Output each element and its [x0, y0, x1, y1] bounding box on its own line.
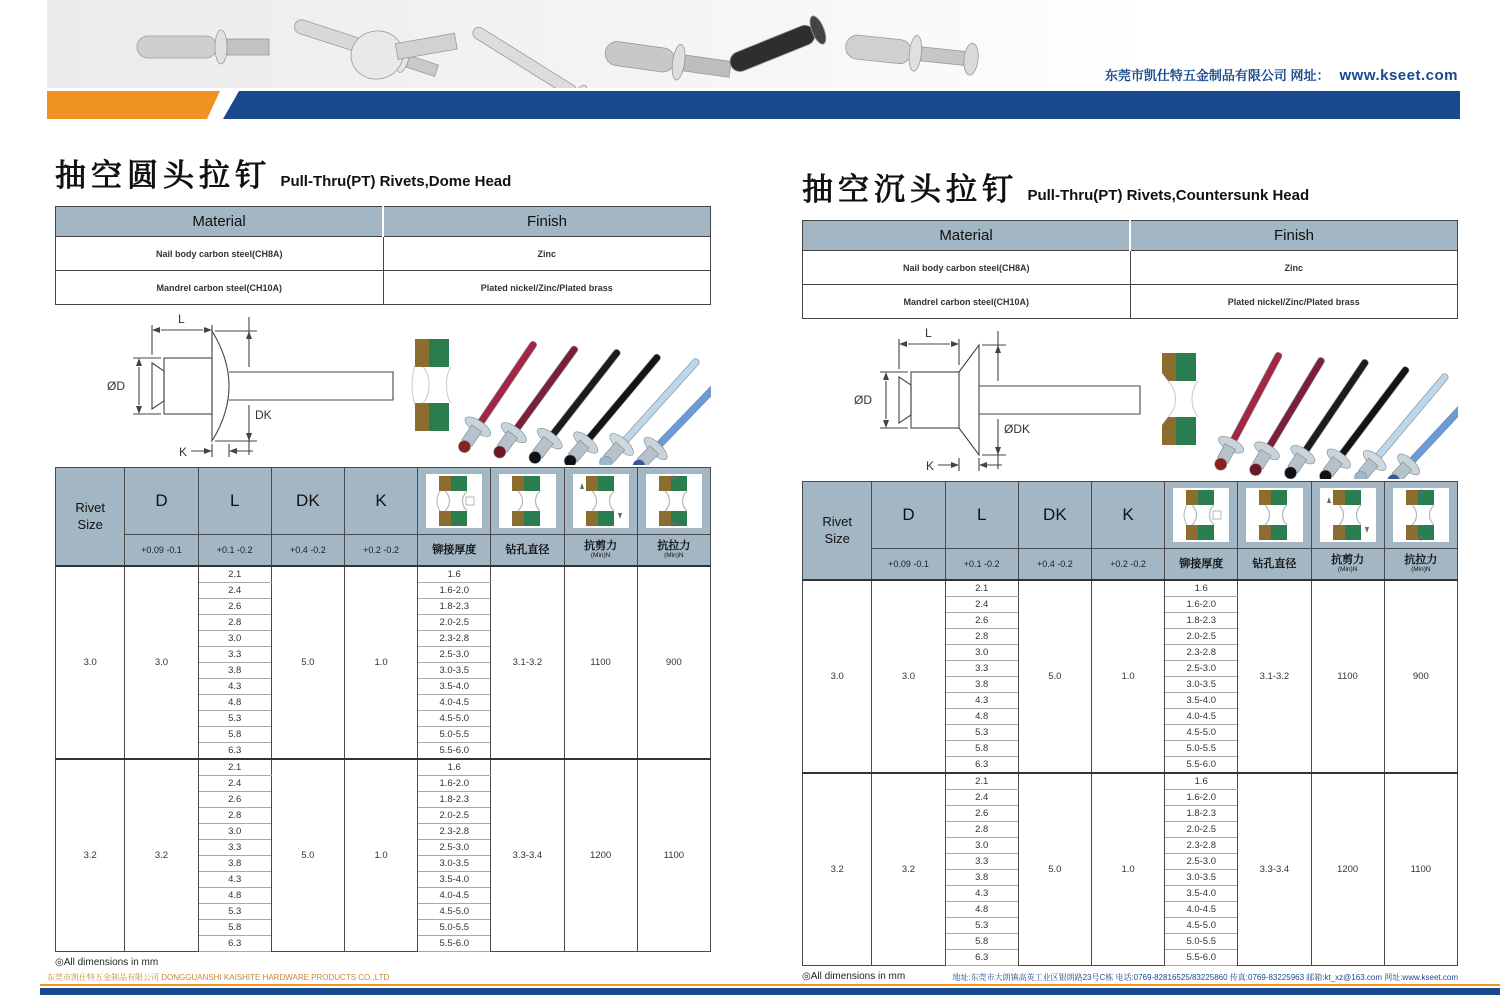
material-table: [802, 220, 1458, 319]
dimensions-note: ◎All dimensions in mm: [802, 971, 906, 982]
grip-range-cell: 2.5-3.0: [418, 840, 491, 856]
grip-range-cell: 2.3-2.8: [418, 824, 491, 840]
k-cell: 1.0: [344, 759, 417, 952]
icon-header: [491, 468, 564, 535]
material-cell: Nail body carbon steel(CH8A): [56, 237, 384, 271]
table-row: [803, 773, 1458, 790]
l-value-cell: 4.3: [198, 872, 271, 888]
l-value-cell: 4.3: [945, 693, 1018, 709]
l-value-cell: 6.3: [945, 950, 1018, 966]
tensile-strength-cell: 900: [1384, 580, 1457, 773]
l-value-cell: 2.1: [945, 773, 1018, 790]
grip-range-cell: 4.0-4.5: [1165, 709, 1238, 725]
material-table: [55, 206, 711, 305]
section-title-zh: 抽空圆头拉钉: [55, 158, 271, 193]
grip-range-cell: 1.6: [418, 759, 491, 776]
drill-diameter-cell: 3.1-3.2: [1238, 580, 1311, 773]
grip-range-cell: 5.5-6.0: [1165, 757, 1238, 774]
grip-range-cell: 5.0-5.5: [1165, 741, 1238, 757]
l-value-cell: 3.3: [945, 854, 1018, 870]
grip-range-cell: 5.5-6.0: [418, 743, 491, 760]
l-value-cell: 2.1: [198, 759, 271, 776]
d-cell: 3.0: [872, 580, 945, 773]
finish-cell: Plated nickel/Zinc/Plated brass: [1130, 285, 1458, 319]
grip-range-cell: 2.0-2.5: [418, 615, 491, 631]
rivet-size-header: Rivet Size: [56, 468, 125, 567]
section-dome-head: [55, 150, 711, 968]
col-header-zh: 抗拉力 (Min)N: [1384, 549, 1457, 581]
dk-cell: 5.0: [1018, 580, 1091, 773]
l-value-cell: 2.6: [945, 613, 1018, 629]
section-title-zh: 抽空沉头拉钉: [802, 172, 1018, 207]
col-header-d: D: [872, 482, 945, 549]
dim-label-k: K: [179, 445, 188, 459]
spec-table-container: [802, 481, 1458, 966]
l-value-cell: 2.6: [198, 792, 271, 808]
orange-stripe: [47, 91, 220, 119]
icon-header: [1165, 482, 1238, 549]
tolerance-l: +0.1 -0.2: [198, 535, 271, 567]
grip-range-cell: 1.6-2.0: [1165, 790, 1238, 806]
l-value-cell: 4.8: [198, 888, 271, 904]
k-cell: 1.0: [1091, 773, 1164, 966]
blue-stripe: [223, 91, 1460, 119]
l-value-cell: 2.8: [198, 808, 271, 824]
finish-cell: Zinc: [1130, 251, 1458, 285]
tolerance-dk: +0.4 -0.2: [1018, 549, 1091, 581]
grip-range-cell: 1.6: [418, 566, 491, 583]
l-value-cell: 6.3: [198, 936, 271, 952]
k-cell: 1.0: [344, 566, 417, 759]
l-value-cell: 3.0: [945, 838, 1018, 854]
grip-range-cell: 2.3-2.8: [418, 631, 491, 647]
icon-header: [564, 468, 637, 535]
grip-range-cell: 3.0-3.5: [1165, 870, 1238, 886]
grip-range-cell: 3.5-4.0: [1165, 886, 1238, 902]
l-value-cell: 2.4: [198, 583, 271, 599]
col-header-dk: DK: [271, 468, 344, 535]
dim-label-l: L: [925, 326, 932, 340]
company-name: 东莞市凯仕特五金制品有限公司 网址：: [1104, 68, 1330, 83]
l-value-cell: 2.6: [945, 806, 1018, 822]
tolerance-k: +0.2 -0.2: [1091, 549, 1164, 581]
grip-range-cell: 4.5-5.0: [418, 904, 491, 920]
grip-range-cell: 4.0-4.5: [418, 695, 491, 711]
shear-strength-icon: [573, 474, 629, 528]
grip-thickness-icon: [426, 474, 482, 528]
l-value-cell: 2.4: [198, 776, 271, 792]
l-value-cell: 4.3: [945, 886, 1018, 902]
grip-range-cell: 2.5-3.0: [1165, 854, 1238, 870]
drill-diameter-cell: 3.3-3.4: [1238, 773, 1311, 966]
dk-cell: 5.0: [271, 759, 344, 952]
drill-diameter-icon: [499, 474, 555, 528]
grip-range-cell: 2.5-3.0: [1165, 661, 1238, 677]
dimensions-note: ◎All dimensions in mm: [55, 957, 159, 968]
table-row: [803, 580, 1458, 597]
dim-label-dk: ØDK: [1004, 422, 1031, 436]
grip-range-cell: 3.5-4.0: [1165, 693, 1238, 709]
grip-range-cell: 4.5-5.0: [1165, 918, 1238, 934]
footer-company: 东莞市凯仕特五金制品有限公司 DONGGUANSHI KAISHITE HARDWARE PRODUCTS CO.,LTD: [47, 973, 390, 982]
l-value-cell: 4.8: [198, 695, 271, 711]
finish-cell: Plated nickel/Zinc/Plated brass: [383, 271, 711, 305]
l-value-cell: 5.3: [198, 711, 271, 727]
tolerance-k: +0.2 -0.2: [344, 535, 417, 567]
l-value-cell: 5.3: [198, 904, 271, 920]
icon-header: [1311, 482, 1384, 549]
table-row: [56, 759, 711, 776]
grip-range-cell: 1.8-2.3: [418, 792, 491, 808]
col-header-l: L: [198, 468, 271, 535]
dim-label-dk: DK: [255, 408, 272, 422]
grip-range-cell: 3.5-4.0: [418, 872, 491, 888]
grip-range-cell: 5.0-5.5: [1165, 934, 1238, 950]
drill-diameter-cell: 3.3-3.4: [491, 759, 564, 952]
grip-range-cell: 5.5-6.0: [1165, 950, 1238, 966]
dk-cell: 5.0: [1018, 773, 1091, 966]
grip-range-cell: 1.8-2.3: [1165, 806, 1238, 822]
rivet-size-header: Rivet Size: [803, 482, 872, 581]
l-value-cell: 2.4: [945, 597, 1018, 613]
grip-thickness-icon: [1173, 488, 1229, 542]
shear-strength-cell: 1200: [564, 759, 637, 952]
material-cell: Mandrel carbon steel(CH10A): [56, 271, 384, 305]
rivet-size-cell: 3.2: [56, 759, 125, 952]
shear-strength-cell: 1100: [564, 566, 637, 759]
shear-strength-icon: [1320, 488, 1376, 542]
grip-range-cell: 2.0-2.5: [1165, 822, 1238, 838]
spec-table: [55, 467, 711, 952]
grip-range-cell: 2.0-2.5: [1165, 629, 1238, 645]
l-value-cell: 3.8: [945, 870, 1018, 886]
shear-strength-cell: 1100: [1311, 580, 1384, 773]
tensile-strength-cell: 1100: [1384, 773, 1457, 966]
l-value-cell: 6.3: [198, 743, 271, 760]
dim-label-k: K: [926, 459, 935, 473]
icon-header: [1238, 482, 1311, 549]
l-value-cell: 2.4: [945, 790, 1018, 806]
grip-range-cell: 4.0-4.5: [418, 888, 491, 904]
l-value-cell: 5.8: [945, 741, 1018, 757]
tensile-strength-icon: [646, 474, 702, 528]
grip-range-cell: 3.0-3.5: [1165, 677, 1238, 693]
l-value-cell: 6.3: [945, 757, 1018, 774]
k-cell: 1.0: [1091, 580, 1164, 773]
col-header-zh: 钻孔直径: [491, 535, 564, 567]
grip-range-cell: 2.3-2.8: [1165, 838, 1238, 854]
countersunk-rivet-drawing: [842, 325, 1162, 477]
col-header-zh: 钻孔直径: [1238, 549, 1311, 581]
col-header-k: K: [1091, 482, 1164, 549]
l-value-cell: 5.8: [945, 934, 1018, 950]
l-value-cell: 2.8: [945, 629, 1018, 645]
drill-diameter-icon: [1246, 488, 1302, 542]
l-value-cell: 5.3: [945, 725, 1018, 741]
grip-range-cell: 5.5-6.0: [418, 936, 491, 952]
grip-range-cell: 5.0-5.5: [418, 727, 491, 743]
spec-table-container: [55, 467, 711, 952]
section-countersunk-head: [802, 164, 1458, 982]
rivet-size-cell: 3.0: [803, 580, 872, 773]
tensile-strength-cell: 900: [637, 566, 710, 759]
drill-diameter-cell: 3.1-3.2: [491, 566, 564, 759]
grip-range-cell: 1.8-2.3: [1165, 613, 1238, 629]
grip-range-cell: 1.6-2.0: [418, 583, 491, 599]
l-value-cell: 2.1: [945, 580, 1018, 597]
tensile-strength-icon: [1393, 488, 1449, 542]
tensile-strength-cell: 1100: [637, 759, 710, 952]
grip-range-cell: 4.5-5.0: [1165, 725, 1238, 741]
company-website: www.kseet.com: [1339, 67, 1458, 84]
col-header-zh: 铆接厚度: [418, 535, 491, 567]
col-header-zh: 抗剪力 (Min)N: [1311, 549, 1384, 581]
l-value-cell: 2.1: [198, 566, 271, 583]
tolerance-dk: +0.4 -0.2: [271, 535, 344, 567]
section-title: [802, 164, 1458, 210]
dim-label-d: ØD: [854, 393, 872, 407]
grip-range-cell: 3.0-3.5: [418, 663, 491, 679]
grip-range-cell: 1.6-2.0: [418, 776, 491, 792]
material-header: Material: [56, 207, 384, 237]
l-value-cell: 5.8: [198, 920, 271, 936]
l-value-cell: 2.8: [945, 822, 1018, 838]
grip-range-cell: 3.5-4.0: [418, 679, 491, 695]
dome-rivet-drawing: [95, 311, 415, 463]
grip-range-cell: 3.0-3.5: [418, 856, 491, 872]
tolerance-d: +0.09 -0.1: [125, 535, 198, 567]
section-title: [55, 150, 711, 196]
grip-range-cell: 5.0-5.5: [418, 920, 491, 936]
d-cell: 3.2: [125, 759, 198, 952]
rivet-size-cell: 3.2: [803, 773, 872, 966]
finish-header: Finish: [383, 207, 711, 237]
l-value-cell: 3.8: [198, 663, 271, 679]
l-value-cell: 4.8: [945, 709, 1018, 725]
company-header: [1105, 65, 1458, 84]
l-value-cell: 5.3: [945, 918, 1018, 934]
l-value-cell: 3.0: [198, 631, 271, 647]
footer-blue-bar: [40, 988, 1500, 995]
section-title-en: Pull-Thru(PT) Rivets,Countersunk Head: [1027, 187, 1310, 204]
icon-header: [1384, 482, 1457, 549]
section-title-en: Pull-Thru(PT) Rivets,Dome Head: [280, 173, 512, 190]
l-value-cell: 3.3: [945, 661, 1018, 677]
l-value-cell: 3.0: [945, 645, 1018, 661]
col-header-zh: 铆接厚度: [1165, 549, 1238, 581]
l-value-cell: 3.0: [198, 824, 271, 840]
l-value-cell: 5.8: [198, 727, 271, 743]
diagram-row: [55, 309, 711, 467]
dim-label-d: ØD: [107, 379, 125, 393]
table-row: [56, 566, 711, 583]
col-header-zh: 抗剪力 (Min)N: [564, 535, 637, 567]
tolerance-d: +0.09 -0.1: [872, 549, 945, 581]
l-value-cell: 3.3: [198, 647, 271, 663]
icon-header: [637, 468, 710, 535]
l-value-cell: 2.6: [198, 599, 271, 615]
footer-orange-rule: [40, 984, 1500, 986]
icon-header: [418, 468, 491, 535]
rivets-photo: [441, 309, 711, 465]
col-header-zh: 抗拉力 (Min)N: [637, 535, 710, 567]
grip-range-cell: 4.5-5.0: [418, 711, 491, 727]
material-header: Material: [803, 221, 1131, 251]
dim-label-l: L: [178, 312, 185, 326]
material-cell: Mandrel carbon steel(CH10A): [803, 285, 1131, 319]
d-cell: 3.0: [125, 566, 198, 759]
grip-range-cell: 1.6: [1165, 580, 1238, 597]
rivets-photo: [1188, 323, 1458, 479]
rivets-photo-banner: [47, 0, 1147, 88]
col-header-k: K: [344, 468, 417, 535]
l-value-cell: 4.8: [945, 902, 1018, 918]
grip-range-cell: 1.8-2.3: [418, 599, 491, 615]
l-value-cell: 3.8: [198, 856, 271, 872]
grip-range-cell: 1.6: [1165, 773, 1238, 790]
footer-contact: 地址:东莞市大朗镇高英工业区银朗路23号C栋 电话:0769-82816525/83225860 传真:0769-83225963 邮箱:kt_xz@163.com 网址:www.kseet.com: [952, 973, 1458, 982]
dk-cell: 5.0: [271, 566, 344, 759]
material-cell: Nail body carbon steel(CH8A): [803, 251, 1131, 285]
grip-range-cell: 2.3-2.8: [1165, 645, 1238, 661]
spec-table: [802, 481, 1458, 966]
l-value-cell: 3.3: [198, 840, 271, 856]
d-cell: 3.2: [872, 773, 945, 966]
grip-range-cell: 2.5-3.0: [418, 647, 491, 663]
grip-range-cell: 1.6-2.0: [1165, 597, 1238, 613]
grip-range-cell: 2.0-2.5: [418, 808, 491, 824]
rivet-size-cell: 3.0: [56, 566, 125, 759]
col-header-l: L: [945, 482, 1018, 549]
shear-strength-cell: 1200: [1311, 773, 1384, 966]
finish-cell: Zinc: [383, 237, 711, 271]
diagram-row: [802, 323, 1458, 481]
l-value-cell: 3.8: [945, 677, 1018, 693]
finish-header: Finish: [1130, 221, 1458, 251]
header-banner: [47, 0, 1460, 88]
col-header-d: D: [125, 468, 198, 535]
l-value-cell: 4.3: [198, 679, 271, 695]
tolerance-l: +0.1 -0.2: [945, 549, 1018, 581]
col-header-dk: DK: [1018, 482, 1091, 549]
grip-range-cell: 4.0-4.5: [1165, 902, 1238, 918]
l-value-cell: 2.8: [198, 615, 271, 631]
